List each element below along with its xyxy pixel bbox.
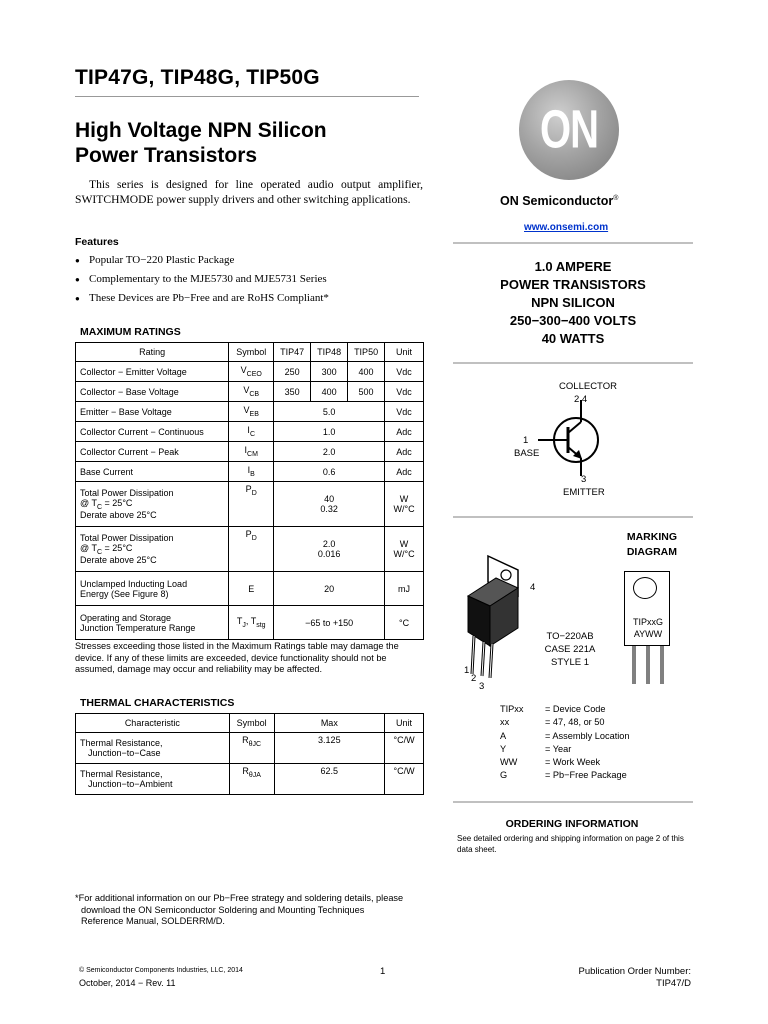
thermal-table	[75, 713, 424, 795]
package-pin-1-label: 1	[464, 665, 470, 676]
features-list	[75, 251, 425, 308]
feature-item: ● These Devices are Pb−Free and are RoHS Compliant*	[75, 289, 425, 308]
symbol-cell: $I_C$	[229, 422, 274, 442]
symbol-cell: $R_{\theta JC}$	[229, 733, 274, 764]
unit-cell: Vdc	[385, 402, 424, 422]
header-unit: Unit	[385, 343, 424, 362]
unit-cell: Adc	[385, 442, 424, 462]
base-pin-label: 1	[523, 435, 529, 446]
tip50-cell: 500	[348, 382, 385, 402]
max-cell: 62.5	[274, 764, 384, 795]
part-numbers-title: TIP47G, TIP48G, TIP50G	[75, 66, 320, 89]
symbol-cell: $I_{CM}$	[229, 442, 274, 462]
legend-row: xx = 47, 48, or 50	[500, 717, 605, 728]
rating-cell: Total Power Dissipation @ $T_C = 25^\circ C$ Derate above 25°C	[76, 527, 229, 572]
document-title	[75, 118, 435, 168]
symbol-cell: $V_{EB}$	[229, 402, 274, 422]
unit-cell: Adc	[385, 462, 424, 482]
table-header-row	[76, 714, 424, 733]
symbol-cell: $V_{CB}$	[229, 382, 274, 402]
header-rating: Rating	[76, 343, 229, 362]
table-row	[76, 764, 424, 795]
table-row	[76, 422, 424, 442]
table-row	[76, 402, 424, 422]
value-cell: 20	[274, 572, 385, 606]
value-cell: 2.0	[274, 442, 385, 462]
table-row	[76, 527, 424, 572]
publication-number: Publication Order Number: TIP47/D	[578, 966, 691, 989]
rating-cell: Collector − Base Voltage	[76, 382, 229, 402]
feature-item: ● Popular TO−220 Plastic Package	[75, 251, 425, 270]
tip48-cell: 400	[311, 382, 348, 402]
title-line-1: High Voltage NPN Silicon	[75, 119, 327, 142]
rating-cell: Base Current	[76, 462, 229, 482]
legend-row: Y = Year	[500, 743, 572, 754]
rating-cell: Unclamped Inducting Load Energy (See Figure 8)	[76, 572, 229, 606]
product-summary: 1.0 AMPERE POWER TRANSISTORS NPN SILICON 250−300−400 VOLTS 40 WATTS	[500, 259, 646, 346]
symbol-cell: E	[229, 572, 274, 606]
pb-free-footnote: *For additional information on our Pb−Free strategy and soldering details, please download the ON Semiconductor Soldering and Mounting Techniques Reference Manual, SOLDERRM/D.	[75, 893, 404, 926]
features-heading: Features	[75, 236, 119, 248]
value-cell: 5.0	[274, 402, 385, 422]
emitter-pin-label: 3	[581, 474, 587, 485]
marking-leads-icon	[628, 646, 668, 686]
ordering-info-text: See detailed ordering and shipping information on page 2 of this data sheet.	[457, 834, 684, 854]
unit-cell: Adc	[385, 422, 424, 442]
unit-cell: W W/°C	[385, 482, 424, 527]
feature-item: ● Complementary to the MJE5730 and MJE5731 Series	[75, 270, 425, 289]
mounting-hole-icon	[633, 577, 657, 599]
section-divider	[453, 242, 693, 244]
collector-label: COLLECTOR	[559, 381, 617, 392]
characteristic-cell: Thermal Resistance, Junction−to−Ambient	[76, 764, 230, 795]
unit-cell: mJ	[385, 572, 424, 606]
unit-cell: °C	[385, 606, 424, 640]
symbol-cell: $T_J$, $T_{stg}$	[229, 606, 274, 640]
collector-pin-label: 2,4	[574, 394, 588, 405]
marking-line-2: AYWW	[633, 629, 663, 639]
ordering-info-heading: ORDERING INFORMATION	[505, 818, 639, 830]
rating-cell: Total Power Dissipation @ $T_C = 25^\circ C$ Derate above 25°C	[76, 482, 229, 527]
section-divider	[453, 801, 693, 803]
legend-row: WW = Work Week	[500, 757, 601, 768]
marking-line-1: TIPxxG	[632, 617, 663, 627]
marking-legend	[500, 703, 630, 783]
value-cell: 40 0.32	[274, 482, 385, 527]
footer-copyright: © Semiconductor Components Industries, LLC, 2014	[79, 967, 243, 974]
tip47-cell: 350	[274, 382, 311, 402]
table-row	[76, 382, 424, 402]
header-symbol: Symbol	[229, 343, 274, 362]
table-row	[76, 442, 424, 462]
symbol-cell: $R_{\theta JA}$	[229, 764, 274, 795]
to220-package-icon	[462, 548, 534, 678]
unit-cell: °C/W	[385, 764, 424, 795]
value-cell: 0.6	[274, 462, 385, 482]
tip50-cell: 400	[348, 362, 385, 382]
rating-cell: Collector Current − Peak	[76, 442, 229, 462]
table-row	[76, 733, 424, 764]
thermal-heading: THERMAL CHARACTERISTICS	[80, 697, 235, 709]
max-cell: 3.125	[274, 733, 384, 764]
legend-row: TIPxx = Device Code	[500, 704, 606, 714]
symbol-cell: $I_B$	[229, 462, 274, 482]
rating-cell: Collector Current − Continuous	[76, 422, 229, 442]
section-divider	[453, 362, 693, 364]
table-row	[76, 362, 424, 382]
value-cell: 2.0 0.016	[274, 527, 385, 572]
tip47-cell: 250	[274, 362, 311, 382]
npn-transistor-symbol	[536, 400, 606, 480]
on-semi-logo: ON	[519, 80, 619, 180]
table-header-row	[76, 343, 424, 362]
stress-note: Stresses exceeding those listed in the Maximum Ratings table may damage the device. If any of these limits are exceeded, device functionality should not be assumed, damage may occur and reliability may be affected.	[75, 641, 399, 674]
legend-row: G = Pb−Free Package	[500, 770, 627, 781]
website-link[interactable]: www.onsemi.com	[524, 222, 609, 233]
legend-row: A = Assembly Location	[500, 730, 630, 741]
header-characteristic: Characteristic	[76, 714, 230, 733]
section-divider	[453, 516, 693, 518]
base-label: BASE	[514, 448, 540, 459]
page-number: 1	[380, 966, 386, 977]
header-tip47: TIP47	[274, 343, 311, 362]
package-pin-2-label: 2	[471, 673, 477, 684]
package-pin-3-label: 3	[479, 681, 485, 692]
header-tip50: TIP50	[348, 343, 385, 362]
unit-cell: W W/°C	[385, 527, 424, 572]
package-info: TO−220AB CASE 221A STYLE 1	[544, 631, 596, 668]
table-row	[76, 462, 424, 482]
rating-cell: Collector − Emitter Voltage	[76, 362, 229, 382]
characteristic-cell: Thermal Resistance, Junction−to−Case	[76, 733, 230, 764]
title-line-2: Power Transistors	[75, 144, 258, 167]
package-pin-4-label: 4	[530, 582, 536, 593]
value-cell: −65 to +150	[274, 606, 385, 640]
max-ratings-heading: MAXIMUM RATINGS	[80, 326, 181, 338]
header-unit: Unit	[385, 714, 424, 733]
symbol-cell: $P_D$	[229, 482, 274, 527]
intro-paragraph: This series is designed for line operated audio output amplifier, SWITCHMODE power supply drivers and other switching applications.	[75, 178, 423, 206]
rating-cell: Operating and Storage Junction Temperature Range	[76, 606, 229, 640]
symbol-cell: $P_D$	[229, 527, 274, 572]
rating-cell: Emitter − Base Voltage	[76, 402, 229, 422]
unit-cell: Vdc	[385, 382, 424, 402]
header-max: Max	[274, 714, 384, 733]
header-symbol: Symbol	[229, 714, 274, 733]
table-row	[76, 482, 424, 527]
emitter-label: EMITTER	[563, 487, 605, 498]
company-name: ON Semiconductor®	[500, 194, 619, 208]
unit-cell: °C/W	[385, 733, 424, 764]
symbol-cell: $V_{CEO}$	[229, 362, 274, 382]
title-divider	[75, 96, 419, 97]
footer-date: October, 2014 − Rev. 11	[79, 978, 176, 988]
tip48-cell: 300	[311, 362, 348, 382]
table-row	[76, 606, 424, 640]
unit-cell: Vdc	[385, 362, 424, 382]
table-row	[76, 572, 424, 606]
max-ratings-table	[75, 342, 424, 640]
value-cell: 1.0	[274, 422, 385, 442]
header-tip48: TIP48	[311, 343, 348, 362]
marking-diagram-heading: MARKING DIAGRAM	[626, 531, 677, 558]
